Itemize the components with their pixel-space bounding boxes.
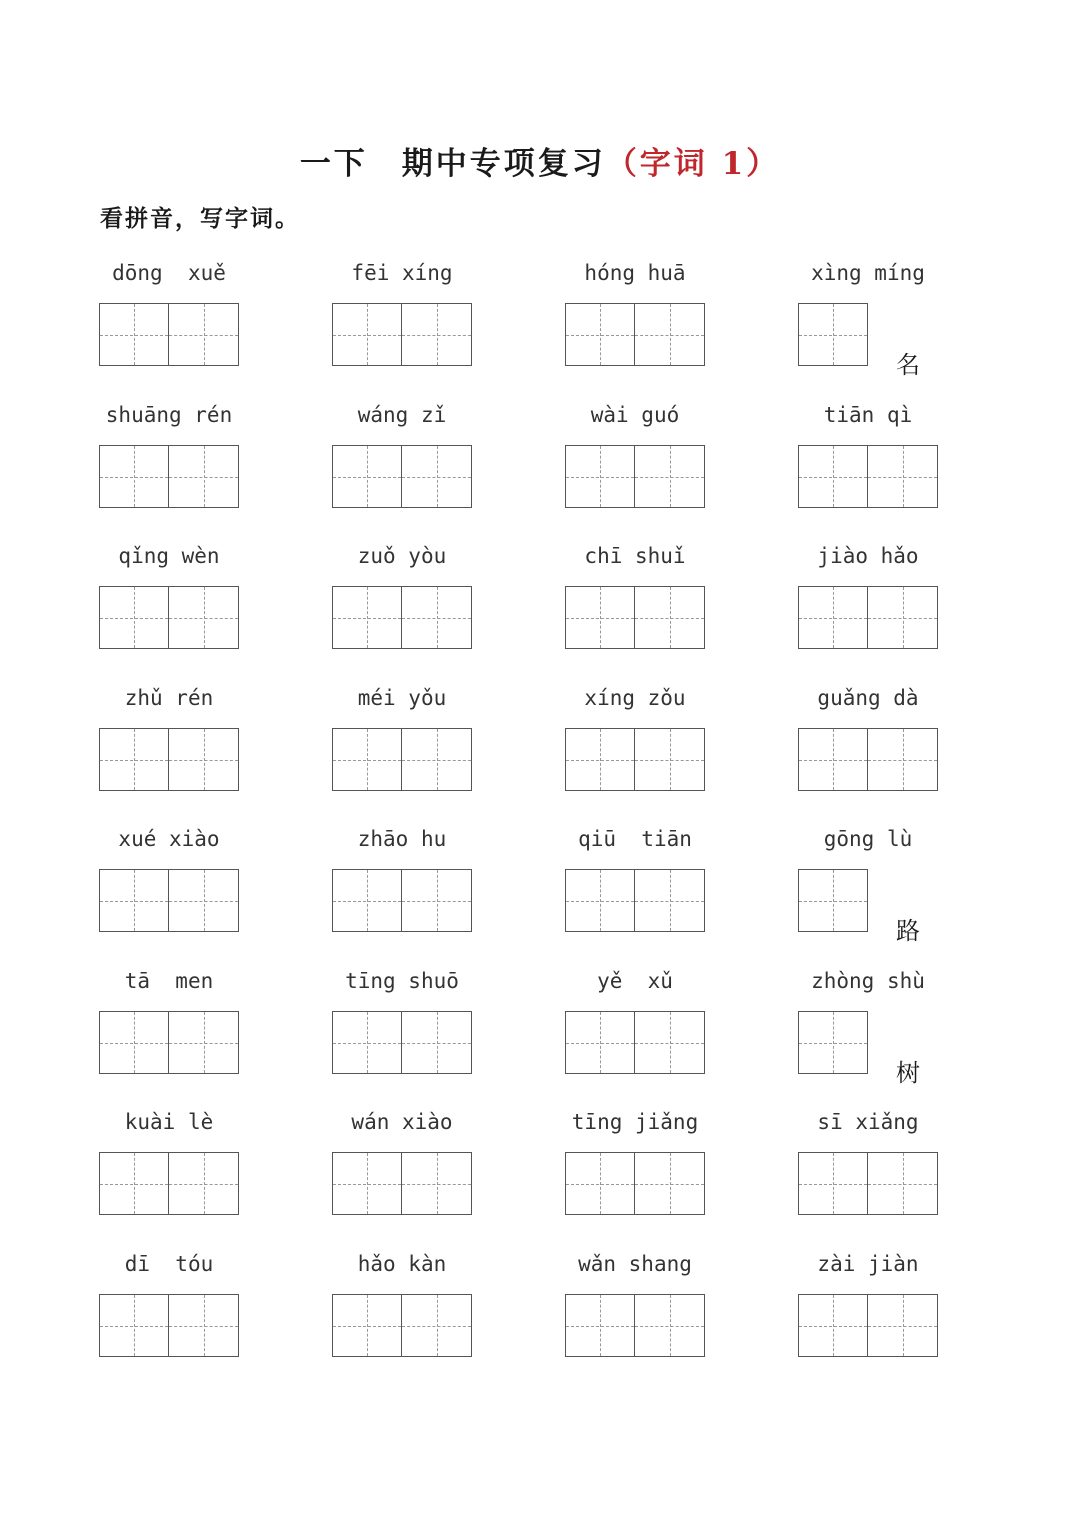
pinyin-label: wáng zǐ <box>357 403 447 427</box>
pinyin-label: sī xiǎng <box>817 1110 919 1134</box>
writing-boxes <box>332 869 472 932</box>
tianzige-box[interactable] <box>169 586 239 649</box>
pinyin-label: hǎo kàn <box>357 1252 447 1276</box>
tianzige-box[interactable] <box>402 728 472 791</box>
tianzige-box[interactable] <box>798 1294 868 1357</box>
tianzige-box[interactable] <box>99 869 169 932</box>
word-item <box>798 401 998 541</box>
word-item <box>332 967 532 1107</box>
tianzige-box[interactable] <box>169 303 239 366</box>
writing-boxes <box>332 303 472 366</box>
writing-boxes <box>798 586 938 649</box>
pinyin-label: fēi xíng <box>351 261 453 285</box>
pinyin-label: tīng jiǎng <box>571 1110 699 1134</box>
tianzige-box[interactable] <box>99 1294 169 1357</box>
writing-boxes <box>798 1294 938 1357</box>
pinyin-label: zhòng shù <box>811 969 925 993</box>
given-character: 路 <box>896 917 920 945</box>
word-item <box>798 259 998 399</box>
pinyin-label: zhāo hu <box>357 827 447 851</box>
word-item <box>99 401 299 541</box>
word-item <box>565 259 765 399</box>
tianzige-box[interactable] <box>868 1152 938 1215</box>
tianzige-box[interactable] <box>798 1152 868 1215</box>
pinyin-label: gōng lù <box>823 827 913 851</box>
tianzige-box[interactable] <box>332 586 402 649</box>
word-item <box>99 825 299 965</box>
writing-boxes <box>99 869 239 932</box>
tianzige-box[interactable] <box>169 728 239 791</box>
writing-boxes <box>332 445 472 508</box>
tianzige-box[interactable] <box>635 728 705 791</box>
tianzige-box[interactable] <box>99 445 169 508</box>
pinyin-label: xíng zǒu <box>584 686 686 710</box>
tianzige-box[interactable] <box>635 869 705 932</box>
writing-boxes <box>798 869 868 932</box>
pinyin-label: wài guó <box>590 403 680 427</box>
tianzige-box[interactable] <box>169 1294 239 1357</box>
tianzige-box[interactable] <box>868 445 938 508</box>
tianzige-box[interactable] <box>332 1011 402 1074</box>
writing-boxes <box>332 1152 472 1215</box>
tianzige-box[interactable] <box>402 1294 472 1357</box>
page-title <box>0 138 1080 183</box>
writing-boxes <box>332 728 472 791</box>
tianzige-box[interactable] <box>169 445 239 508</box>
word-item <box>99 1108 299 1248</box>
writing-boxes <box>332 1294 472 1357</box>
pinyin-label: zhǔ rén <box>124 686 214 710</box>
word-item <box>565 401 765 541</box>
pinyin-label: xué xiào <box>118 827 220 851</box>
word-item <box>99 967 299 1107</box>
writing-boxes <box>565 1011 705 1074</box>
tianzige-box[interactable] <box>99 303 169 366</box>
word-item <box>798 542 998 682</box>
writing-boxes <box>565 1294 705 1357</box>
tianzige-box[interactable] <box>798 303 868 366</box>
tianzige-box[interactable] <box>635 1152 705 1215</box>
tianzige-box[interactable] <box>565 1011 635 1074</box>
writing-boxes <box>332 1011 472 1074</box>
pinyin-label: kuài lè <box>124 1110 214 1134</box>
writing-boxes <box>565 303 705 366</box>
writing-boxes <box>332 586 472 649</box>
pinyin-label: shuāng rén <box>105 403 233 427</box>
word-item <box>99 1250 299 1390</box>
tianzige-box[interactable] <box>798 869 868 932</box>
tianzige-box[interactable] <box>565 728 635 791</box>
tianzige-box[interactable] <box>99 1152 169 1215</box>
writing-boxes <box>798 1152 938 1215</box>
writing-boxes <box>99 445 239 508</box>
pinyin-label: wán xiào <box>351 1110 453 1134</box>
given-character: 树 <box>896 1059 920 1087</box>
pinyin-label: tā men <box>124 969 214 993</box>
word-item <box>798 825 998 965</box>
pinyin-label: xìng míng <box>811 261 925 285</box>
pinyin-label: dōng xuě <box>112 261 226 285</box>
tianzige-box[interactable] <box>635 445 705 508</box>
tianzige-box[interactable] <box>798 728 868 791</box>
writing-boxes <box>565 728 705 791</box>
given-character: 名 <box>896 351 920 379</box>
tianzige-box[interactable] <box>868 586 938 649</box>
pinyin-label: méi yǒu <box>357 686 447 710</box>
pinyin-label: zài jiàn <box>817 1252 919 1276</box>
tianzige-box[interactable] <box>99 728 169 791</box>
tianzige-box[interactable] <box>332 1152 402 1215</box>
word-item <box>565 1250 765 1390</box>
word-item <box>565 542 765 682</box>
tianzige-box[interactable] <box>868 1294 938 1357</box>
pinyin-label: qǐng wèn <box>118 544 220 568</box>
tianzige-box[interactable] <box>332 728 402 791</box>
tianzige-box[interactable] <box>99 1011 169 1074</box>
tianzige-box[interactable] <box>169 1011 239 1074</box>
writing-boxes <box>565 869 705 932</box>
tianzige-box[interactable] <box>565 1152 635 1215</box>
pinyin-label: wǎn shang <box>578 1252 692 1276</box>
title-main: 一下 期中专项复习 <box>299 146 606 182</box>
writing-boxes <box>99 728 239 791</box>
word-item <box>565 967 765 1107</box>
tianzige-box[interactable] <box>332 303 402 366</box>
tianzige-box[interactable] <box>798 445 868 508</box>
word-item <box>798 967 998 1107</box>
writing-boxes <box>99 303 239 366</box>
word-item <box>99 542 299 682</box>
writing-boxes <box>565 1152 705 1215</box>
word-item <box>798 684 998 824</box>
writing-boxes <box>798 303 868 366</box>
tianzige-box[interactable] <box>99 586 169 649</box>
word-item <box>798 1108 998 1248</box>
tianzige-box[interactable] <box>402 1152 472 1215</box>
tianzige-box[interactable] <box>402 1011 472 1074</box>
writing-boxes <box>99 1294 239 1357</box>
pinyin-label: dī tóu <box>124 1252 214 1276</box>
word-item <box>332 259 532 399</box>
tianzige-box[interactable] <box>402 586 472 649</box>
tianzige-box[interactable] <box>565 1294 635 1357</box>
word-item <box>99 259 299 399</box>
word-item <box>332 401 532 541</box>
pinyin-label: jiào hǎo <box>817 544 919 568</box>
pinyin-label: tiān qì <box>823 403 913 427</box>
writing-boxes <box>99 1152 239 1215</box>
pinyin-label: tīng shuō <box>345 969 459 993</box>
writing-boxes <box>99 1011 239 1074</box>
tianzige-box[interactable] <box>635 303 705 366</box>
pinyin-label: qiū tiān <box>578 827 692 851</box>
word-item <box>99 684 299 824</box>
tianzige-box[interactable] <box>868 728 938 791</box>
tianzige-box[interactable] <box>565 586 635 649</box>
word-item <box>332 542 532 682</box>
writing-boxes <box>798 445 938 508</box>
word-item <box>332 684 532 824</box>
writing-boxes <box>798 1011 868 1074</box>
tianzige-box[interactable] <box>565 303 635 366</box>
pinyin-label: zuǒ yòu <box>357 544 447 568</box>
word-item <box>332 825 532 965</box>
tianzige-box[interactable] <box>402 445 472 508</box>
tianzige-box[interactable] <box>798 586 868 649</box>
writing-boxes <box>99 586 239 649</box>
tianzige-box[interactable] <box>332 1294 402 1357</box>
tianzige-box[interactable] <box>169 869 239 932</box>
writing-boxes <box>798 728 938 791</box>
word-item <box>332 1108 532 1248</box>
tianzige-box[interactable] <box>332 445 402 508</box>
writing-boxes <box>565 586 705 649</box>
tianzige-box[interactable] <box>635 1011 705 1074</box>
tianzige-box[interactable] <box>635 1294 705 1357</box>
word-item <box>798 1250 998 1390</box>
tianzige-box[interactable] <box>565 869 635 932</box>
word-item <box>565 1108 765 1248</box>
tianzige-box[interactable] <box>565 445 635 508</box>
pinyin-label: guǎng dà <box>817 686 919 710</box>
tianzige-box[interactable] <box>402 303 472 366</box>
pinyin-label: yě xǔ <box>597 969 673 993</box>
pinyin-label: hóng huā <box>584 261 686 285</box>
tianzige-box[interactable] <box>798 1011 868 1074</box>
tianzige-box[interactable] <box>332 869 402 932</box>
writing-boxes <box>565 445 705 508</box>
word-item <box>565 825 765 965</box>
word-item <box>565 684 765 824</box>
tianzige-box[interactable] <box>169 1152 239 1215</box>
pinyin-label: chī shuǐ <box>584 544 686 568</box>
title-sub: （字词 1） <box>605 146 781 182</box>
word-item <box>332 1250 532 1390</box>
tianzige-box[interactable] <box>402 869 472 932</box>
instruction-text: 看拼音，写字词。 <box>100 205 300 232</box>
tianzige-box[interactable] <box>635 586 705 649</box>
